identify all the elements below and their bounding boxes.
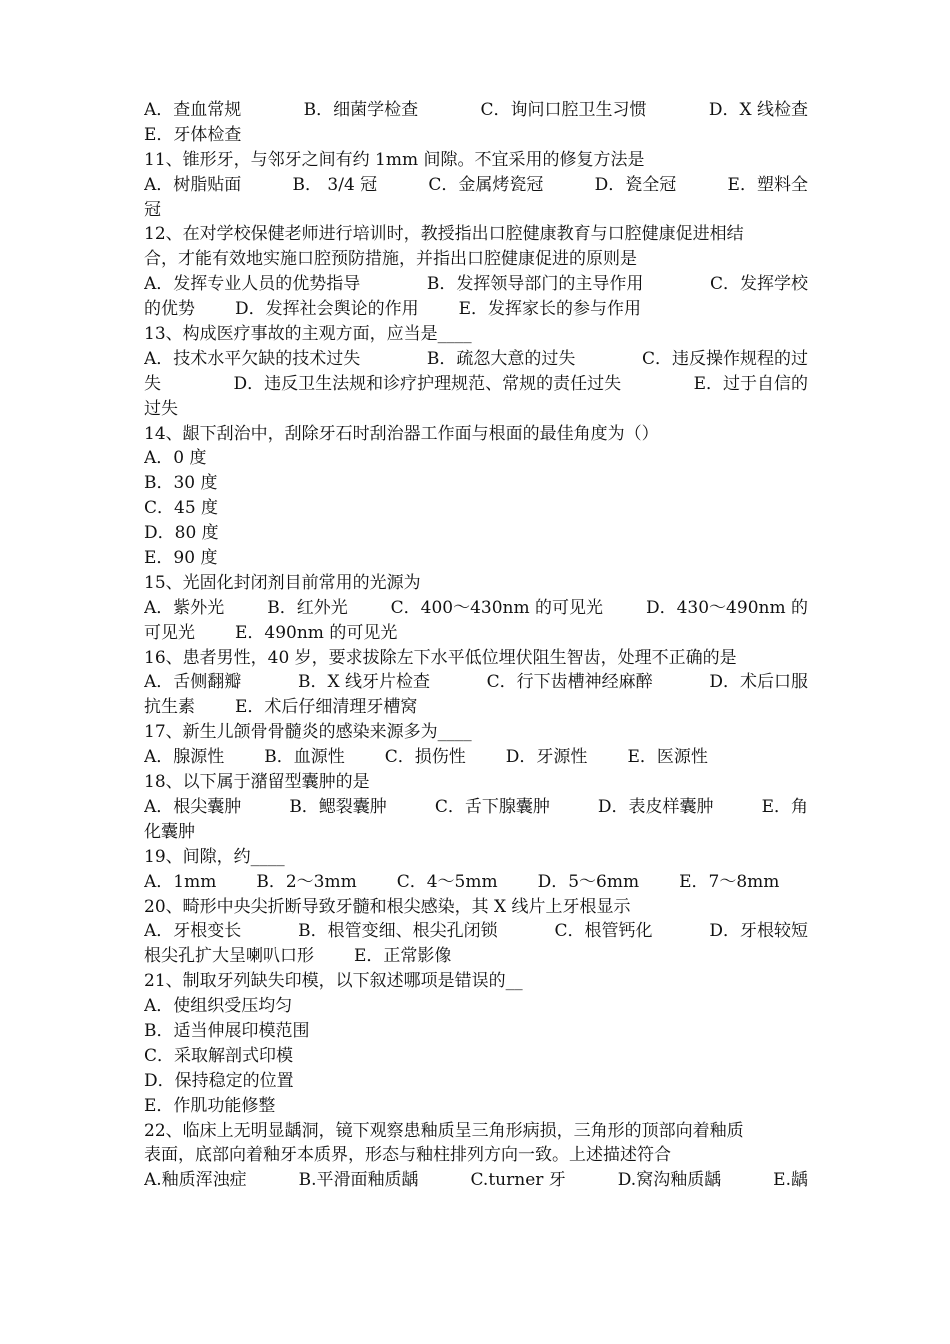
document-page: [144, 98, 808, 1193]
text-segment: 过失: [144, 398, 178, 419]
text-segment: B．细菌学检查: [303, 100, 419, 120]
text-segment: D．违反卫生法规和诊疗护理规范、常规的责任过失: [233, 373, 622, 394]
text-line: [144, 471, 808, 496]
text-segment: A．发挥专业人员的优势指导: [144, 274, 361, 295]
text-line: [144, 521, 808, 546]
text-line: [144, 347, 808, 372]
text-line: [144, 944, 808, 969]
text-line: [144, 745, 808, 770]
text-line: [144, 720, 808, 745]
text-segment: 12、在对学校保健老师进行培训时，教授指出口腔健康教育与口腔健康促进相结: [144, 224, 744, 245]
text-segment: C．45 度: [144, 498, 219, 519]
text-line: [144, 1168, 808, 1193]
text-segment: 15、光固化封闭剂目前常用的光源为: [144, 572, 421, 593]
text-segment: C．行下齿槽神经麻醉: [486, 672, 653, 693]
text-segment: A．查血常规: [144, 100, 242, 120]
text-line: [144, 795, 808, 820]
text-segment: D．发挥社会舆论的作用: [235, 299, 419, 320]
text-segment: B．适当伸展印模范围: [144, 1020, 310, 1041]
text-line: [144, 546, 808, 571]
text-segment: C．发挥学校: [709, 274, 808, 295]
text-segment: E.龋: [773, 1170, 808, 1191]
text-segment: C．损伤性: [384, 747, 466, 768]
text-segment: D．430～490nm 的: [645, 597, 808, 618]
text-segment: E．过于自信的: [693, 373, 808, 394]
text-segment: C．金属烤瓷冠: [428, 174, 544, 195]
text-line: [144, 173, 808, 198]
text-line: [144, 1044, 808, 1069]
text-segment: 表面，底部向着釉牙本质界，形态与釉柱排列方向一致。上述描述符合: [144, 1145, 671, 1166]
text-line: [144, 222, 808, 247]
text-segment: 根尖孔扩大呈喇叭口形: [144, 946, 314, 967]
text-segment: E．7～8mm: [679, 871, 780, 892]
text-line: [144, 272, 808, 297]
text-segment: E．正常影像: [354, 946, 452, 967]
text-segment: A．腺源性: [144, 747, 225, 768]
text-segment: C．违反操作规程的过: [641, 348, 808, 369]
text-segment: B．2～3mm: [256, 871, 357, 892]
text-segment: A．舌侧翻瓣: [144, 672, 242, 693]
text-segment: D．牙源性: [505, 747, 588, 768]
text-segment: 19、间隙，约____: [144, 846, 285, 867]
text-line: [144, 670, 808, 695]
text-segment: D．80 度: [144, 523, 219, 544]
text-line: [144, 770, 808, 795]
text-line: [144, 1094, 808, 1119]
text-line: [144, 247, 808, 272]
text-line: [144, 322, 808, 347]
text-line: [144, 695, 808, 720]
text-line: [144, 148, 808, 173]
text-line: [144, 397, 808, 422]
text-segment: 化囊肿: [144, 821, 195, 842]
text-line: [144, 1143, 808, 1168]
text-segment: E．角: [761, 796, 808, 817]
text-segment: B.平滑面釉质龋: [298, 1170, 419, 1191]
text-segment: B．30 度: [144, 473, 218, 494]
text-segment: D.窝沟釉质龋: [617, 1170, 722, 1191]
text-segment: A．技术水平欠缺的技术过失: [144, 348, 361, 369]
text-segment: 合，才能有效地实施口腔预防措施，并指出口腔健康促进的原则是: [144, 249, 637, 270]
text-segment: B．血源性: [264, 747, 345, 768]
text-line: [144, 870, 808, 895]
text-segment: D．瓷全冠: [594, 174, 677, 195]
text-line: [144, 621, 808, 646]
text-segment: A．1mm: [144, 871, 217, 892]
text-line: [144, 969, 808, 994]
text-segment: B． 3/4 冠: [292, 174, 378, 195]
text-segment: D．牙根较短: [709, 921, 808, 942]
text-segment: 抗生素: [144, 697, 195, 718]
text-segment: C．舌下腺囊肿: [434, 796, 550, 817]
text-segment: E．发挥家长的参与作用: [458, 299, 642, 320]
text-segment: C．400～430nm 的可见光: [390, 597, 604, 618]
text-line: [144, 571, 808, 596]
text-segment: A．根尖囊肿: [144, 796, 242, 817]
text-line: [144, 297, 808, 322]
text-segment: 18、以下属于潴留型囊肿的是: [144, 772, 370, 793]
text-segment: A．紫外光: [144, 597, 225, 618]
text-segment: A．0 度: [144, 448, 207, 469]
text-segment: C．采取解剖式印模: [144, 1045, 294, 1066]
text-segment: E．490nm 的可见光: [235, 622, 398, 643]
text-line: [144, 198, 808, 223]
text-segment: 17、新生儿颌骨骨髓炎的感染来源多为____: [144, 722, 472, 743]
text-line: [144, 1019, 808, 1044]
text-segment: D．X 线检查: [708, 100, 808, 120]
text-segment: C．询问口腔卫生习惯: [480, 100, 647, 120]
text-line: [144, 845, 808, 870]
text-segment: D．术后口服: [709, 672, 808, 693]
text-segment: E．术后仔细清理牙槽窝: [235, 697, 418, 718]
text-segment: 21、制取牙列缺失印模，以下叙述哪项是错误的__: [144, 971, 523, 992]
text-segment: B．根管变细、根尖孔闭锁: [298, 921, 498, 942]
text-line: [144, 422, 808, 447]
text-segment: 冠: [144, 199, 161, 220]
text-segment: B．红外光: [267, 597, 348, 618]
text-segment: C．根管钙化: [554, 921, 653, 942]
text-segment: A．使组织受压均匀: [144, 996, 293, 1017]
text-segment: A．牙根变长: [144, 921, 242, 942]
text-segment: 11、锥形牙，与邻牙之间有约 1mm 间隙。不宜采用的修复方法是: [144, 149, 645, 170]
text-segment: D．5～6mm: [537, 871, 640, 892]
text-segment: C.turner 牙: [470, 1170, 566, 1191]
text-segment: E．作肌功能修整: [144, 1095, 276, 1116]
text-segment: A.釉质浑浊症: [144, 1170, 247, 1191]
text-segment: E．牙体检查: [144, 124, 242, 145]
text-segment: E．医源性: [627, 747, 708, 768]
text-segment: 可见光: [144, 622, 195, 643]
text-line: [144, 123, 808, 148]
text-line: [144, 496, 808, 521]
text-segment: 22、临床上无明显龋洞，镜下观察患釉质呈三角形病损，三角形的顶部向着釉质: [144, 1120, 744, 1141]
text-segment: 20、畸形中央尖折断导致牙髓和根尖感染，其 X 线片上牙根显示: [144, 896, 631, 917]
text-line: [144, 820, 808, 845]
text-segment: A．树脂贴面: [144, 174, 242, 195]
text-segment: E．90 度: [144, 548, 218, 569]
text-line: [144, 1119, 808, 1144]
text-line: [144, 895, 808, 920]
text-line: [144, 446, 808, 471]
text-line: [144, 596, 808, 621]
text-segment: B．X 线牙片检查: [297, 672, 430, 693]
text-line: [144, 994, 808, 1019]
text-line: [144, 98, 808, 123]
text-segment: B．发挥领导部门的主导作用: [426, 274, 644, 295]
text-line: [144, 919, 808, 944]
text-segment: D．保持稳定的位置: [144, 1070, 294, 1091]
text-line: [144, 372, 808, 397]
text-segment: 的优势: [144, 299, 195, 320]
text-segment: 失: [144, 373, 161, 394]
text-segment: C．4～5mm: [396, 871, 498, 892]
text-segment: E．塑料全: [727, 174, 808, 195]
text-segment: D．表皮样囊肿: [597, 796, 714, 817]
text-segment: 16、患者男性，40 岁，要求拔除左下水平低位埋伏阻生智齿，处理不正确的是: [144, 647, 737, 668]
text-segment: B．鳃裂囊肿: [289, 796, 387, 817]
text-line: [144, 646, 808, 671]
text-segment: 13、构成医疗事故的主观方面，应当是____: [144, 324, 472, 345]
text-segment: 14、龈下刮治中，刮除牙石时刮治器工作面与根面的最佳角度为（）: [144, 423, 659, 444]
text-line: [144, 1069, 808, 1094]
text-segment: B．疏忽大意的过失: [426, 348, 576, 369]
